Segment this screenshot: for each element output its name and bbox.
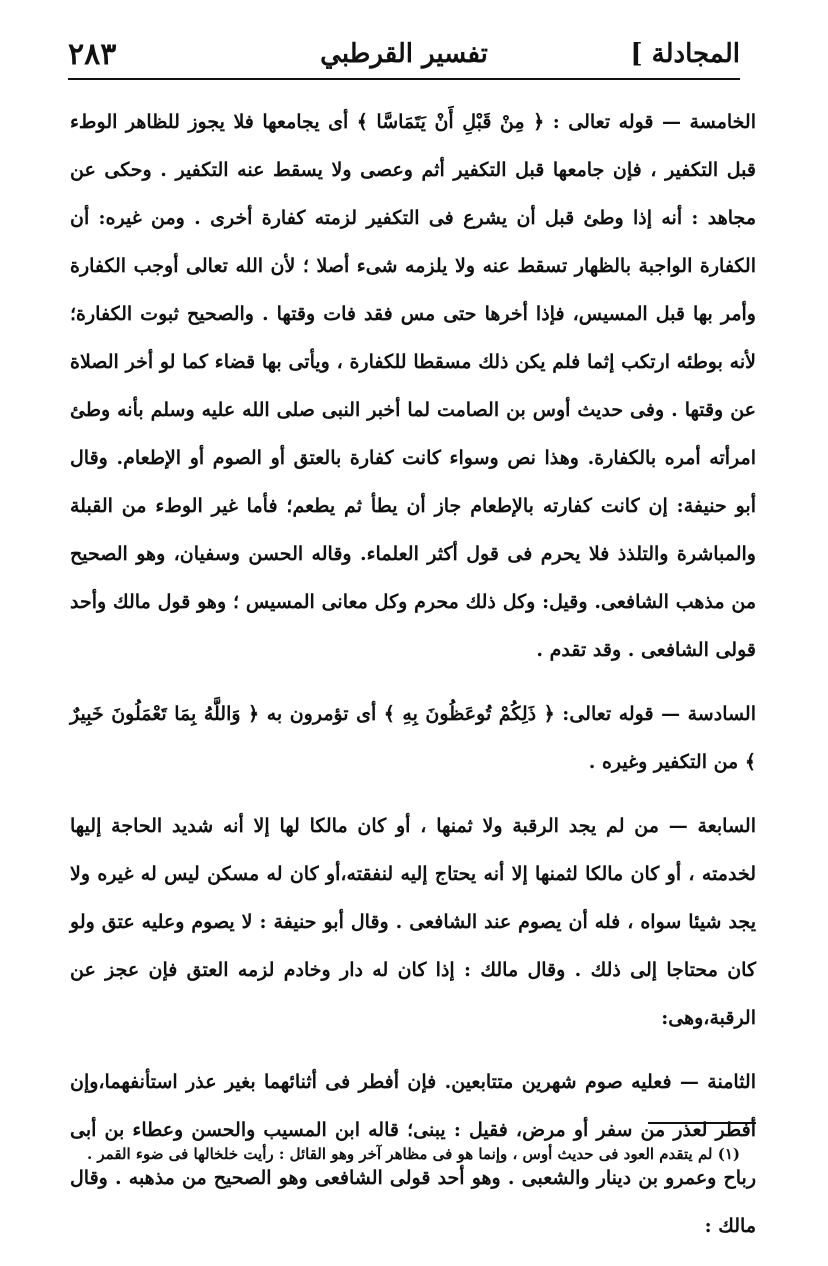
- footnote: (١) لم يتقدم العود فى حديث أوس ، وإنما هو فى مظاهر آخر وهو القائل : رأيت خلخالها فى ضوء القمر .: [86, 1145, 740, 1163]
- footnote-divider: [648, 1122, 756, 1124]
- page-body: [70, 98, 756, 1266]
- paragraph-fifth: الخامسة — قوله تعالى : ﴿ مِنْ قَبْلِ أَنْ يَتَمَاسَّا ﴾ أى يجامعها فلا يجوز للظاهر الوطء قبل التكفير ، فإن جامعها قبل التكفير أثم وعصى ولا يسقط عنه التكفير . وحكى عن مجاهد : أنه إذا وطئ قبل أن يشرع فى التكفير لزمته كفارة أخرى . ومن غيره: أن الكفارة الواجبة بالظهار تسقط عنه ولا يلزمه شىء أصلا ؛ لأن الله تعالى أوجب الكفارة وأمر بها قبل المسيس، فإذا أخرها حتى مس فقد فات وقتها . والصحيح ثبوت الكفارة؛لأنه بوطئه ارتكب إثما فلم يكن ذلك مسقطا للكفارة ، ويأتى بها قضاء كما لو أخر الصلاة عن وقتها . وفى حديث أوس بن الصامت لما أخبر النبى صلى الله عليه وسلم بأنه وطئ امرأته أمره بالكفارة. وهذا نص وسواء كانت كفارة بالعتق أو الصوم أو الإطعام. وقال أبو حنيفة: إن كانت كفارته بالإطعام جاز أن يطأ ثم يطعم؛ فأما غير الوطء من القبلة والمباشرة والتلذذ فلا يحرم فى قول أكثر العلماء. وقاله الحسن وسفيان، وهو الصحيح من مذهب الشافعى. وقيل: وكل ذلك محرم وكل معانى المسيس ؛ وهو قول مالك وأحد قولى الشافعى . وقد تقدم .: [70, 111, 756, 661]
- surah-name: المجادلة ]: [630, 39, 740, 69]
- paragraph-eighth: الثامنة — فعليه صوم شهرين متتابعين. فإن أفطر فى أثنائهما بغير عذر استأنفهما،وإن أفطر لعذر من سفر أو مرض، فقيل : يبنى؛ قاله ابن المسيب والحسن وعطاء بن أبى رباح وعمرو بن دينار والشعبى . وهو أحد قولى الشافعى وهو الصحيح من مذهبه . وقال مالك :: [70, 1071, 756, 1237]
- page-number: ٢٨٣: [68, 36, 117, 72]
- paragraph-sixth: السادسة — قوله تعالى: ﴿ ذَلِكُمْ تُوعَظُونَ بِهِ ﴾ أى تؤمرون به ﴿ وَاللَّهُ بِمَا تَعْمَلُونَ خَبِيرٌ ﴾ من التكفير وغيره .: [70, 703, 756, 773]
- paragraph-seventh: السابعة — من لم يجد الرقبة ولا ثمنها ، أو كان مالكا لها إلا أنه شديد الحاجة إليها لخدمته ، أو كان مالكا لثمنها إلا أنه يحتاج إليه لنفقته،أو كان له مسكن ليس له غيره ولا يجد شيئا سواه ، فله أن يصوم عند الشافعى . وقال أبو حنيفة : لا يصوم وعليه عتق ولو كان محتاجا إلى ذلك . وقال مالك : إذا كان له دار وخادم لزمه العتق فإن عجز عن الرقبة،وهى:: [70, 815, 757, 1029]
- page-header: [68, 30, 740, 80]
- book-title: تفسير القرطبي: [320, 39, 488, 69]
